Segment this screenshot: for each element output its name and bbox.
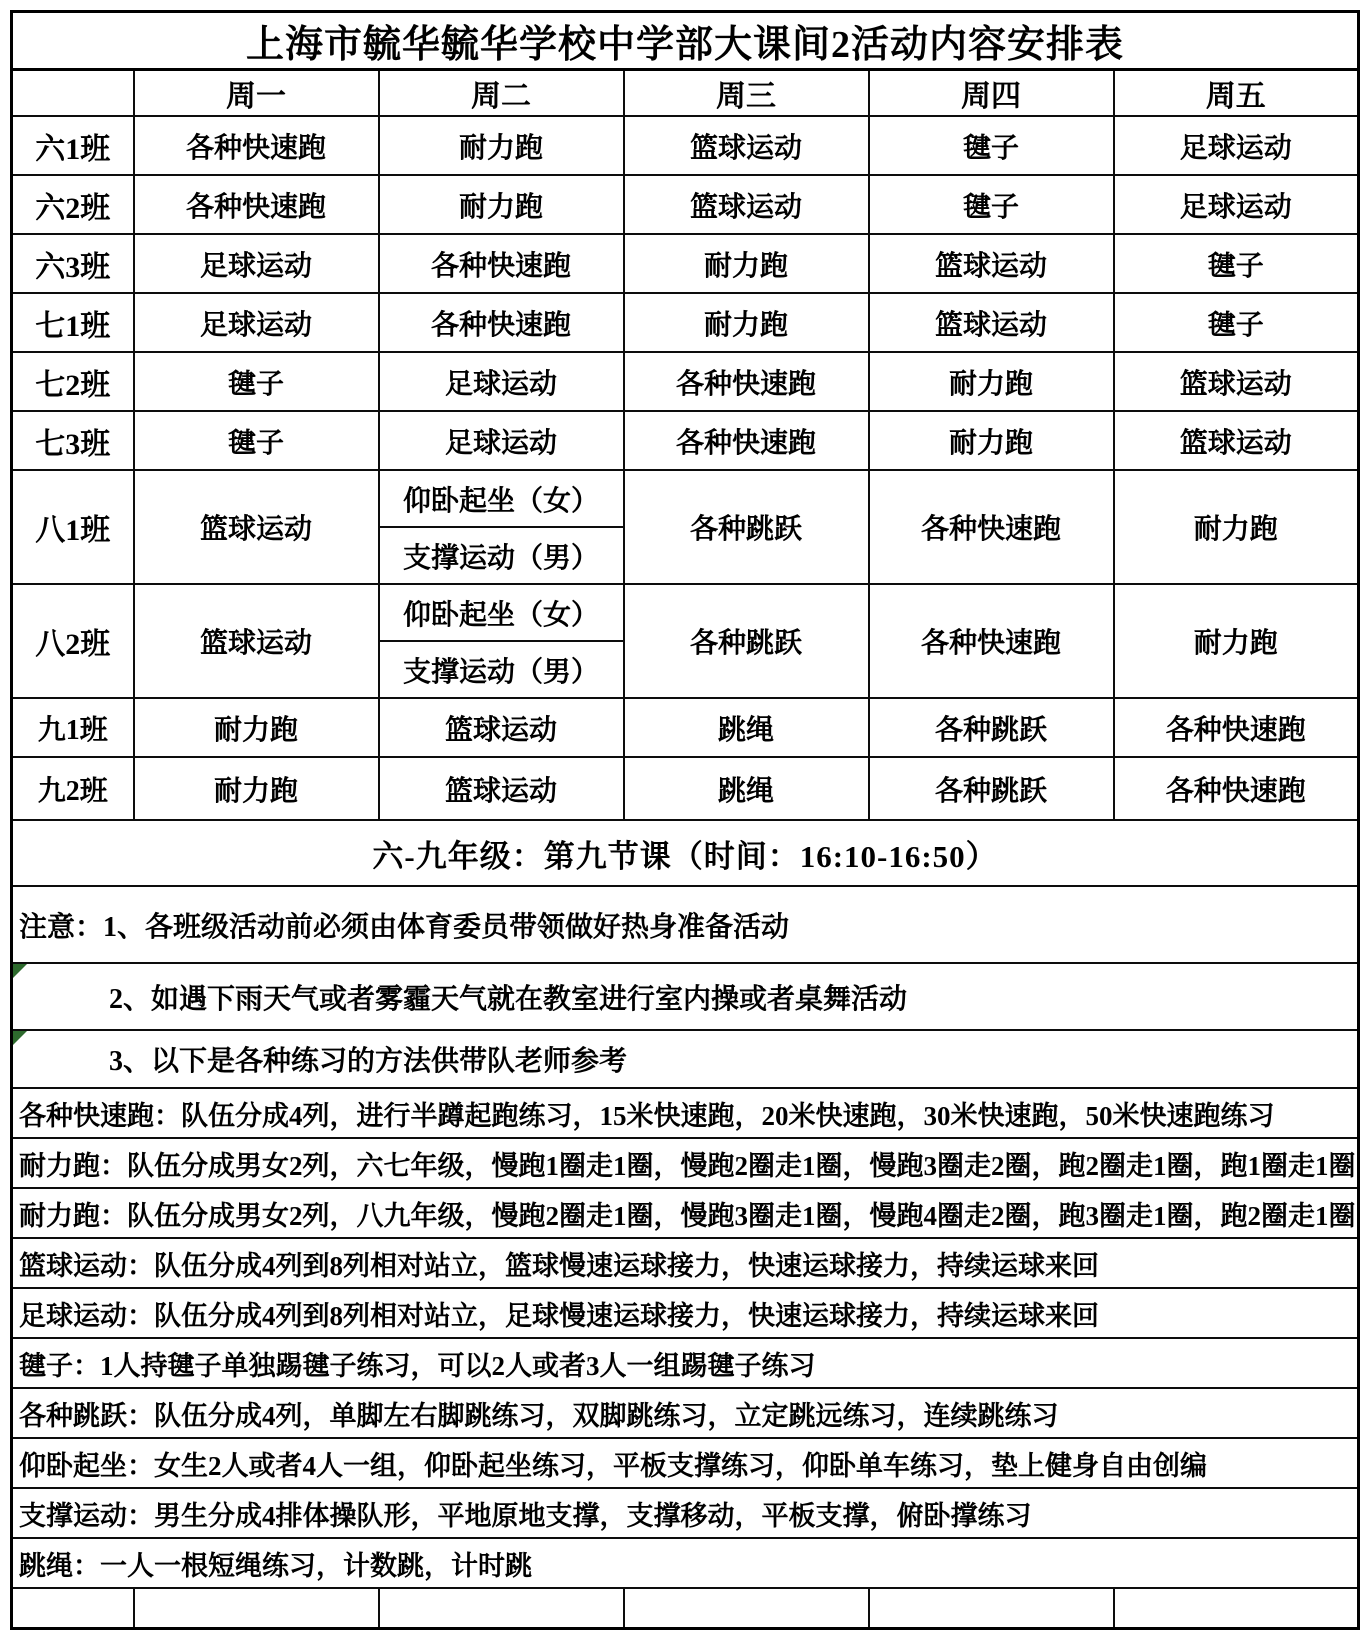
schedule-cell: 耐力跑 xyxy=(134,698,379,757)
day-header-fri: 周五 xyxy=(1114,70,1359,117)
activity-description: 足球运动：队伍分成4列到8列相对站立，足球慢速运球接力，快速运球接力，持续运球来回 xyxy=(12,1288,1359,1338)
schedule-cell: 各种跳跃 xyxy=(869,757,1114,820)
description-row xyxy=(12,1088,1359,1138)
schedule-cell: 毽子 xyxy=(869,116,1114,175)
empty-cell xyxy=(134,1588,379,1628)
class-label: 七1班 xyxy=(12,293,134,352)
time-row xyxy=(12,820,1359,886)
day-header-mon: 周一 xyxy=(134,70,379,117)
description-row xyxy=(12,1338,1359,1388)
schedule-cell: 篮球运动 xyxy=(624,175,869,234)
table-row xyxy=(12,411,1359,470)
schedule-cell: 毽子 xyxy=(1114,234,1359,293)
class-label: 九1班 xyxy=(12,698,134,757)
table-row xyxy=(12,584,1359,641)
activity-description: 跳绳：一人一根短绳练习，计数跳，计时跳 xyxy=(12,1538,1359,1588)
description-row xyxy=(12,1538,1359,1588)
activity-description: 仰卧起坐：女生2人或者4人一组，仰卧起坐练习，平板支撑练习，仰卧单车练习，垫上健身自由创编 xyxy=(12,1438,1359,1488)
corner-cell xyxy=(12,70,134,117)
schedule-cell: 各种快速跑 xyxy=(134,175,379,234)
table-row xyxy=(12,234,1359,293)
description-row xyxy=(12,1238,1359,1288)
schedule-cell: 毽子 xyxy=(869,175,1114,234)
schedule-cell: 各种快速跑 xyxy=(624,352,869,411)
schedule-cell: 毽子 xyxy=(134,352,379,411)
schedule-cell: 篮球运动 xyxy=(134,470,379,584)
schedule-cell: 各种快速跑 xyxy=(379,293,624,352)
schedule-cell: 篮球运动 xyxy=(1114,411,1359,470)
activity-description: 耐力跑：队伍分成男女2列，八九年级，慢跑2圈走1圈，慢跑3圈走1圈，慢跑4圈走2圈，跑3圈走1圈，跑2圈走1圈 xyxy=(12,1188,1359,1238)
empty-cell xyxy=(1114,1588,1359,1628)
class-label: 七2班 xyxy=(12,352,134,411)
note-3-text: 3、以下是各种练习的方法供带队老师参考 xyxy=(109,1046,628,1077)
description-row xyxy=(12,1288,1359,1338)
schedule-cell: 篮球运动 xyxy=(624,116,869,175)
schedule-cell: 足球运动 xyxy=(134,293,379,352)
schedule-cell: 各种快速跑 xyxy=(869,584,1114,698)
schedule-cell: 各种快速跑 xyxy=(134,116,379,175)
schedule-cell: 各种快速跑 xyxy=(869,470,1114,584)
schedule-cell: 篮球运动 xyxy=(1114,352,1359,411)
schedule-cell: 耐力跑 xyxy=(624,293,869,352)
note-row xyxy=(12,886,1359,963)
time-note: 六-九年级：第九节课（时间：16:10-16:50） xyxy=(12,820,1359,886)
class-label: 六3班 xyxy=(12,234,134,293)
schedule-cell: 篮球运动 xyxy=(379,757,624,820)
description-row xyxy=(12,1488,1359,1538)
activity-description: 篮球运动：队伍分成4列到8列相对站立，篮球慢速运球接力，快速运球接力，持续运球来回 xyxy=(12,1238,1359,1288)
schedule-cell: 耐力跑 xyxy=(134,757,379,820)
schedule-cell-boys: 支撑运动（男） xyxy=(379,527,624,584)
header-row xyxy=(12,70,1359,117)
schedule-cell: 耐力跑 xyxy=(1114,470,1359,584)
schedule-cell: 各种跳跃 xyxy=(624,470,869,584)
schedule-cell: 足球运动 xyxy=(379,411,624,470)
description-row xyxy=(12,1388,1359,1438)
title-row xyxy=(12,12,1359,70)
schedule-cell-boys: 支撑运动（男） xyxy=(379,641,624,698)
note-3 xyxy=(12,1030,1359,1088)
green-corner-marker-icon xyxy=(13,1031,27,1045)
schedule-table xyxy=(10,10,1360,1630)
schedule-cell: 各种快速跑 xyxy=(1114,698,1359,757)
activity-description: 各种快速跑：队伍分成4列，进行半蹲起跑练习，15米快速跑，20米快速跑，30米快速跑，50米快速跑练习 xyxy=(12,1088,1359,1138)
table-row xyxy=(12,293,1359,352)
schedule-cell: 篮球运动 xyxy=(379,698,624,757)
page-title: 上海市毓华毓华学校中学部大课间2活动内容安排表 xyxy=(12,12,1359,70)
schedule-cell: 耐力跑 xyxy=(1114,584,1359,698)
day-header-wed: 周三 xyxy=(624,70,869,117)
table-row xyxy=(12,175,1359,234)
schedule-cell: 耐力跑 xyxy=(379,175,624,234)
class-label: 八2班 xyxy=(12,584,134,698)
day-header-thu: 周四 xyxy=(869,70,1114,117)
schedule-cell: 跳绳 xyxy=(624,698,869,757)
class-label: 六1班 xyxy=(12,116,134,175)
description-row xyxy=(12,1438,1359,1488)
activity-description: 耐力跑：队伍分成男女2列，六七年级，慢跑1圈走1圈，慢跑2圈走1圈，慢跑3圈走2圈，跑2圈走1圈，跑1圈走1圈 xyxy=(12,1138,1359,1188)
schedule-cell: 跳绳 xyxy=(624,757,869,820)
day-header-tue: 周二 xyxy=(379,70,624,117)
green-corner-marker-icon xyxy=(13,964,27,978)
note-row xyxy=(12,963,1359,1030)
schedule-cell: 各种跳跃 xyxy=(624,584,869,698)
schedule-cell-girls: 仰卧起坐（女） xyxy=(379,470,624,527)
activity-description: 毽子：1人持毽子单独踢毽子练习，可以2人或者3人一组踢毽子练习 xyxy=(12,1338,1359,1388)
table-row xyxy=(12,470,1359,527)
schedule-cell: 足球运动 xyxy=(134,234,379,293)
schedule-cell: 各种快速跑 xyxy=(1114,757,1359,820)
note-2-text: 2、如遇下雨天气或者雾霾天气就在教室进行室内操或者桌舞活动 xyxy=(109,983,908,1015)
table-row xyxy=(12,116,1359,175)
description-row xyxy=(12,1188,1359,1238)
empty-cell xyxy=(624,1588,869,1628)
class-label: 六2班 xyxy=(12,175,134,234)
schedule-cell: 足球运动 xyxy=(379,352,624,411)
schedule-cell: 篮球运动 xyxy=(869,293,1114,352)
schedule-cell: 足球运动 xyxy=(1114,175,1359,234)
activity-description: 支撑运动：男生分成4排体操队形，平地原地支撑，支撑移动，平板支撑，俯卧撑练习 xyxy=(12,1488,1359,1538)
table-row xyxy=(12,352,1359,411)
schedule-cell: 耐力跑 xyxy=(869,352,1114,411)
schedule-cell-girls: 仰卧起坐（女） xyxy=(379,584,624,641)
empty-cell xyxy=(869,1588,1114,1628)
schedule-cell: 耐力跑 xyxy=(624,234,869,293)
empty-cell xyxy=(12,1588,134,1628)
activity-description: 各种跳跃：队伍分成4列，单脚左右脚跳练习，双脚跳练习，立定跳远练习，连续跳练习 xyxy=(12,1388,1359,1438)
note-1: 注意：1、各班级活动前必须由体育委员带领做好热身准备活动 xyxy=(12,886,1359,963)
schedule-cell: 足球运动 xyxy=(1114,116,1359,175)
description-row xyxy=(12,1138,1359,1188)
schedule-cell: 各种快速跑 xyxy=(379,234,624,293)
schedule-cell: 各种快速跑 xyxy=(624,411,869,470)
schedule-cell: 毽子 xyxy=(134,411,379,470)
schedule-cell: 毽子 xyxy=(1114,293,1359,352)
table-row xyxy=(12,757,1359,820)
schedule-cell: 各种跳跃 xyxy=(869,698,1114,757)
schedule-cell: 篮球运动 xyxy=(869,234,1114,293)
schedule-cell: 耐力跑 xyxy=(379,116,624,175)
note-row xyxy=(12,1030,1359,1088)
class-label: 九2班 xyxy=(12,757,134,820)
schedule-cell: 耐力跑 xyxy=(869,411,1114,470)
class-label: 七3班 xyxy=(12,411,134,470)
empty-row xyxy=(12,1588,1359,1628)
note-2 xyxy=(12,963,1359,1030)
schedule-cell: 篮球运动 xyxy=(134,584,379,698)
table-row xyxy=(12,698,1359,757)
class-label: 八1班 xyxy=(12,470,134,584)
empty-cell xyxy=(379,1588,624,1628)
